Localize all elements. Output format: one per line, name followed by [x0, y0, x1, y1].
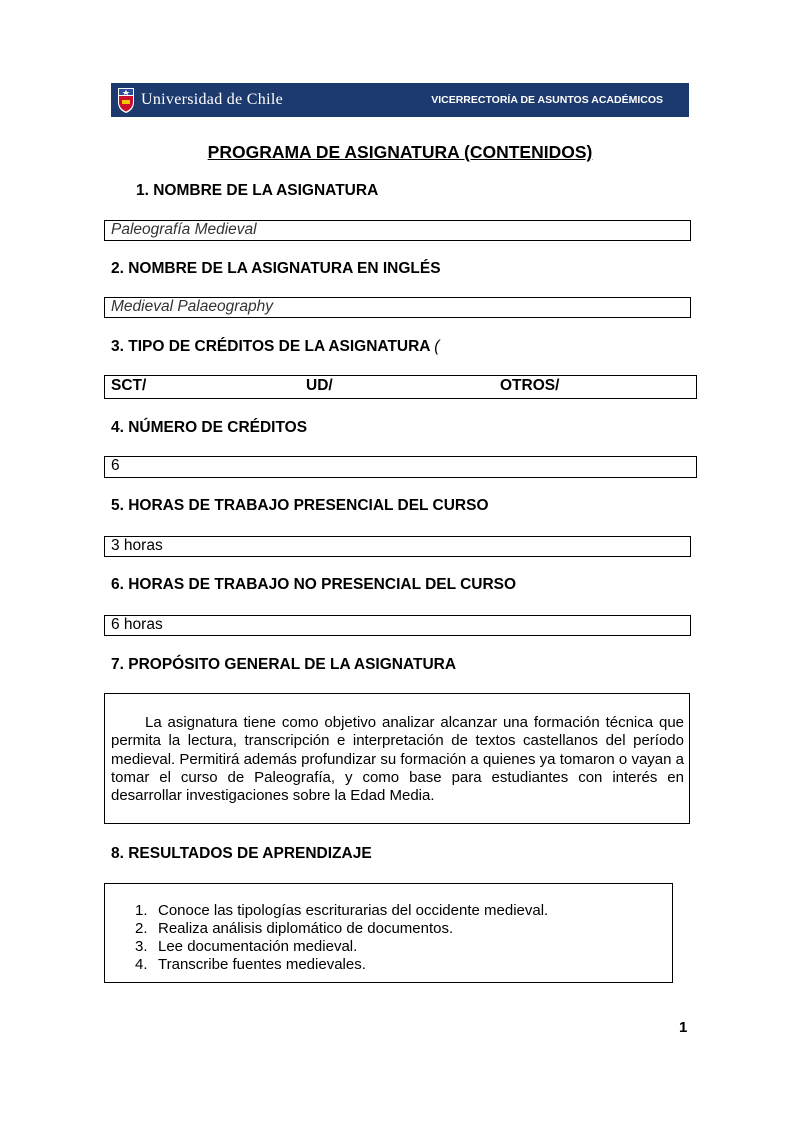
- section-3-heading-text: 3. TIPO DE CRÉDITOS DE LA ASIGNATURA: [111, 338, 430, 355]
- list-item-text: Conoce las tipologías escriturarias del occidente medieval.: [158, 902, 549, 919]
- list-item: [135, 938, 548, 956]
- presential-hours-value: 3 horas: [111, 537, 163, 554]
- non-presential-hours-field: [104, 615, 691, 636]
- page-number: 1: [679, 1019, 688, 1036]
- list-item: [135, 902, 548, 920]
- credit-type-table: [104, 375, 697, 399]
- section-6-heading: 6. HORAS DE TRABAJO NO PRESENCIAL DEL CURSO: [111, 576, 517, 593]
- list-item-number: 4.: [135, 956, 148, 973]
- credits-number-value: 6: [111, 457, 120, 474]
- section-7-heading: 7. PROPÓSITO GENERAL DE LA ASIGNATURA: [111, 656, 457, 673]
- list-item-number: 3.: [135, 938, 148, 955]
- page-title: PROGRAMA DE ASIGNATURA (CONTENIDOS): [207, 142, 593, 162]
- list-item-text: Transcribe fuentes medievales.: [158, 956, 366, 973]
- section-2-heading: 2. NOMBRE DE LA ASIGNATURA EN INGLÉS: [111, 260, 441, 277]
- section-4-heading: 4. NÚMERO DE CRÉDITOS: [111, 419, 308, 436]
- list-item-text: Lee documentación medieval.: [158, 938, 358, 955]
- credit-option-ud: UD/: [306, 377, 333, 394]
- learning-outcomes-box: [104, 883, 673, 983]
- vice-rectory-label: VICERRECTORÍA DE ASUNTOS ACADÉMICOS: [431, 94, 663, 106]
- credit-option-otros: OTROS/: [500, 377, 560, 394]
- course-name-field: [104, 220, 691, 241]
- section-8-heading: 8. RESULTADOS DE APRENDIZAJE: [111, 845, 372, 862]
- learning-outcomes-list: [135, 902, 548, 974]
- section-3-paren: (: [434, 338, 440, 355]
- non-presential-hours-value: 6 horas: [111, 616, 163, 633]
- general-purpose-box: [104, 693, 690, 824]
- course-name-english-field: [104, 297, 691, 318]
- credit-option-sct: SCT/: [111, 377, 147, 394]
- university-shield-icon: [117, 86, 135, 114]
- course-name-english-value: Medieval Palaeography: [111, 298, 273, 315]
- section-1-heading: 1. NOMBRE DE LA ASIGNATURA: [136, 182, 379, 199]
- general-purpose-text: La asignatura tiene como objetivo analizar alcanzar una formación técnica que permita la lectura, transcripción e interpretación de textos castellanos del período medieval. Permitirá además profundizar su formación a quienes ya tomaron o vayan a tomar el curso de Paleografía, y como base para estudiantes con interés en desarrollar investigaciones sobre la Edad Media.: [111, 714, 684, 805]
- header-banner: [111, 83, 689, 117]
- list-item: [135, 956, 548, 974]
- section-5-heading: 5. HORAS DE TRABAJO PRESENCIAL DEL CURSO: [111, 497, 489, 514]
- list-item-number: 1.: [135, 902, 148, 919]
- university-name: Universidad de Chile: [141, 91, 283, 108]
- presential-hours-field: [104, 536, 691, 557]
- list-item-text: Realiza análisis diplomático de documentos.: [158, 920, 454, 937]
- list-item-number: 2.: [135, 920, 148, 937]
- section-3-heading: [111, 338, 439, 356]
- list-item: [135, 920, 548, 938]
- credits-number-field: [104, 456, 697, 478]
- course-name-value: Paleografía Medieval: [111, 221, 257, 238]
